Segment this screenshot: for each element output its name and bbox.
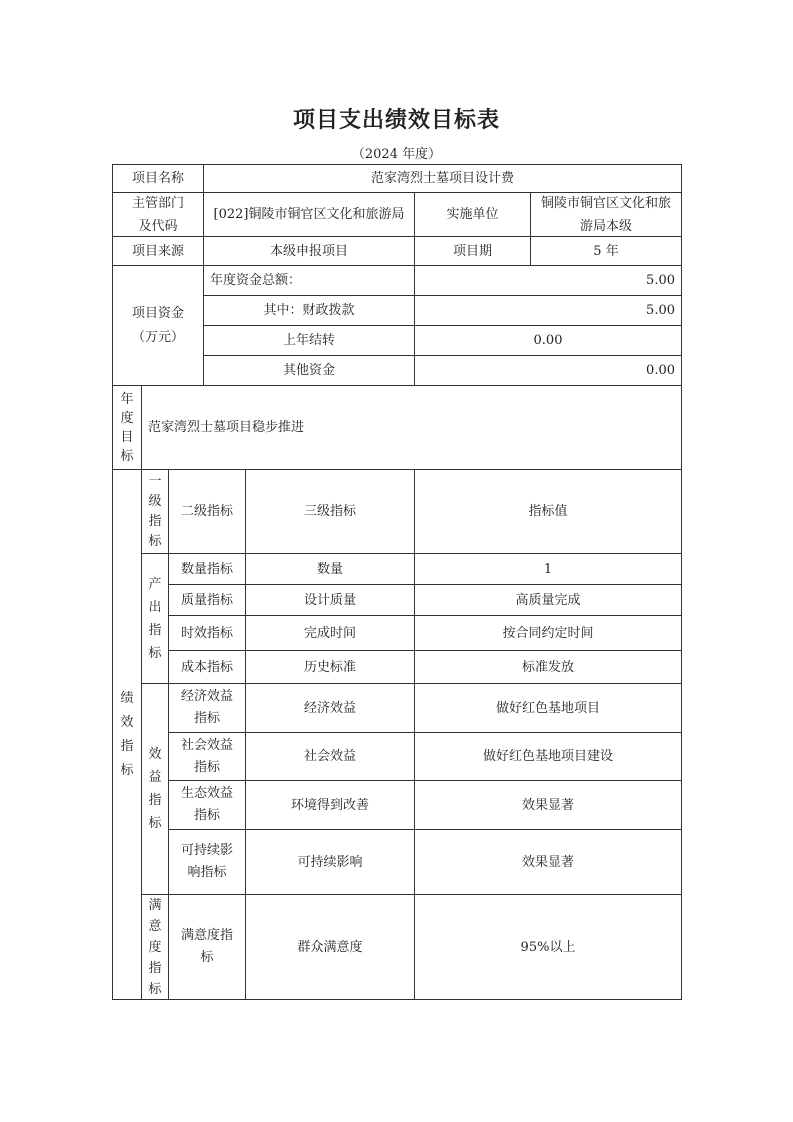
- table-row-level3: 社会效益: [245, 732, 415, 781]
- table-row-value: 高质量完成: [414, 584, 682, 616]
- table-row-level3: 设计质量: [245, 584, 415, 616]
- table-row-level2: 社会效益指标: [168, 732, 246, 781]
- table-row-value: 95%以上: [414, 894, 682, 1000]
- table-row-level2: 经济效益指标: [168, 683, 246, 733]
- implementer-label: 实施单位: [414, 192, 531, 237]
- table-row-level2: 满意度指标: [168, 894, 246, 1000]
- funds-label: 项目资金（万元）: [112, 265, 204, 386]
- table-row-level2: 数量指标: [168, 553, 246, 585]
- funds-carryover-value: 0.00: [414, 325, 682, 356]
- table-row-value: 效果显著: [414, 829, 682, 895]
- period-value: 5 年: [530, 236, 682, 266]
- benefit-indicator-label: 效益指标: [141, 683, 169, 895]
- funds-total-value: 5.00: [414, 265, 682, 296]
- output-indicator-label: 产出指标: [141, 553, 169, 684]
- table-row-level2: 质量指标: [168, 584, 246, 616]
- source-label: 项目来源: [112, 236, 204, 266]
- table-row-value: 效果显著: [414, 780, 682, 830]
- year-subtitle: （2024 年度）: [351, 147, 442, 162]
- funds-carryover-label: 上年结转: [203, 325, 415, 356]
- table-row-level2: 成本指标: [168, 650, 246, 684]
- header-level1: 一级指标: [141, 469, 169, 554]
- period-label: 项目期: [414, 236, 531, 266]
- table-row-level2: 生态效益指标: [168, 780, 246, 830]
- table-row-level3: 历史标准: [245, 650, 415, 684]
- project-name-label: 项目名称: [112, 164, 204, 193]
- funds-other-label: 其他资金: [203, 355, 415, 386]
- funds-total-label: 年度资金总额：: [203, 265, 415, 296]
- indicators-section-label: 绩效指标: [112, 469, 142, 1000]
- table-row-value: 做好红色基地项目建设: [414, 732, 682, 781]
- department-value: [022]铜陵市铜官区文化和旅游局: [203, 192, 415, 237]
- satisfaction-indicator-label: 满意度指标: [141, 894, 169, 1000]
- table-row-level3: 环境得到改善: [245, 780, 415, 830]
- header-level2: 二级指标: [168, 469, 246, 554]
- table-row-value: 标准发放: [414, 650, 682, 684]
- funds-other-value: 0.00: [414, 355, 682, 386]
- project-name-value: 范家湾烈士墓项目设计费: [203, 164, 682, 193]
- table-row-value: 做好红色基地项目: [414, 683, 682, 733]
- implementer-value: 铜陵市铜官区文化和旅游局本级: [530, 192, 682, 237]
- source-value: 本级申报项目: [203, 236, 415, 266]
- table-row-level3: 群众满意度: [245, 894, 415, 1000]
- table-row-value: 按合同约定时间: [414, 615, 682, 651]
- table-row-level3: 经济效益: [245, 683, 415, 733]
- annual-goal-label: 年度目标: [112, 385, 142, 470]
- table-row-level3: 完成时间: [245, 615, 415, 651]
- department-label: 主管部门及代码: [112, 192, 204, 237]
- page-title: 项目支出绩效目标表: [292, 107, 500, 133]
- header-level3: 三级指标: [245, 469, 415, 554]
- annual-goal-value: 范家湾烈士墓项目稳步推进: [141, 385, 682, 470]
- funds-fiscal-label: 其中：财政拨款: [203, 295, 415, 326]
- table-row-value: 1: [414, 553, 682, 585]
- header-value: 指标值: [414, 469, 682, 554]
- table-row-level2: 时效指标: [168, 615, 246, 651]
- table-row-level3: 数量: [245, 553, 415, 585]
- table-row-level2: 可持续影响指标: [168, 829, 246, 895]
- funds-fiscal-value: 5.00: [414, 295, 682, 326]
- table-row-level3: 可持续影响: [245, 829, 415, 895]
